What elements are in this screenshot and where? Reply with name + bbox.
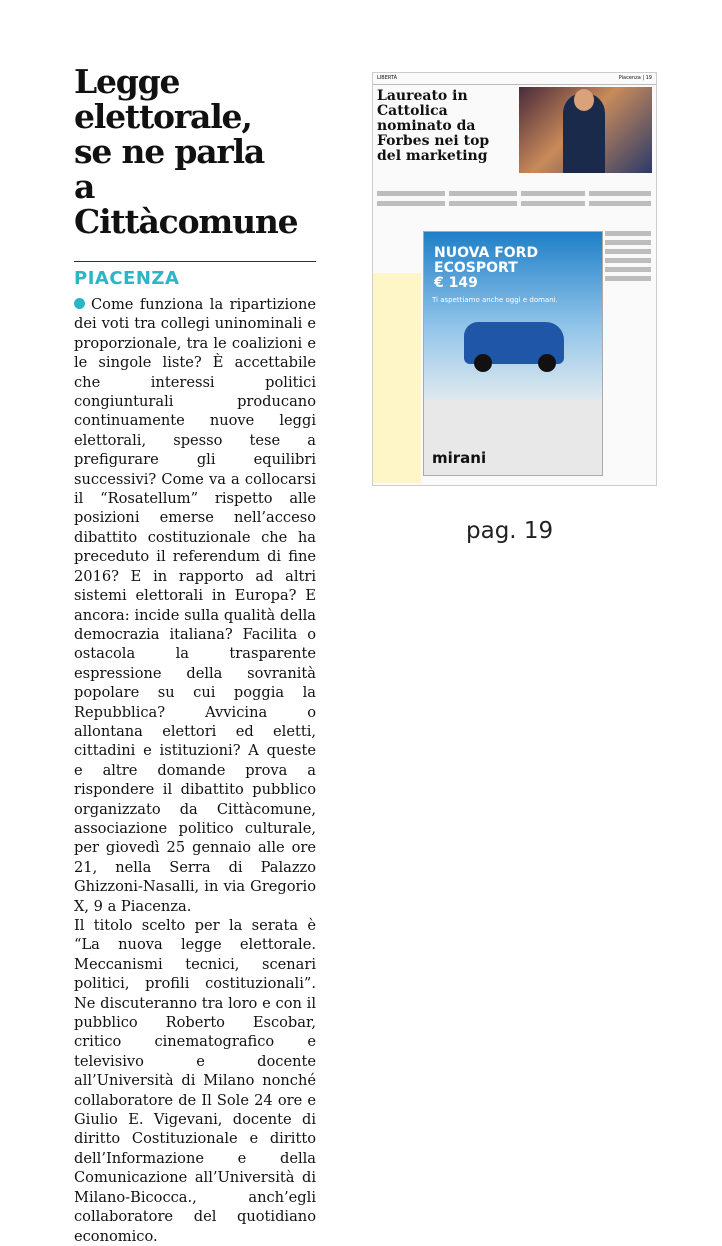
text-line	[377, 191, 445, 196]
ad-brand: mirani	[432, 449, 487, 467]
text-line	[605, 231, 651, 236]
paragraph-1	[74, 295, 316, 916]
ad-title-line: ECOSPORT	[434, 260, 518, 276]
text-line	[589, 191, 651, 196]
wheel-shape	[474, 354, 492, 372]
paragraph-1-text: Come funziona la ripartizione dei voti tra collegi uninominali e proporzionale, tra le coalizioni e le singole liste? È accettabile che interessi politici congiunturali producano continuamente nuove leggi elettorali, spesso tese a prefigurare gli equilibri successivi? Come va a collocarsi il “Rosatellum” rispetto alle posizioni emerse nell’acceso dibattito costituzionale che ha preceduto il referendum di fine 2016? E in rapporto ad altri sistemi elettorali in Europa? E ancora: incide sulla qualità della democrazia italiana? Facilita o ostacola la trasparente espressione della sovranità popolare su cui poggia la Repubblica? Avvicina o allontana elettori ed eletti, cittadini e istituzioni? A queste e altre domande prova a rispondere il dibattito pubblico organizzato da Cittàcomune, associazione politico culturale, per giovedì 25 gennaio alle ore 21, nella Serra di Palazzo Ghizzoni-Nasalli, in via Gregorio X, 9 a Piacenza.	[74, 296, 316, 915]
headline-line: a Cittàcomune	[74, 167, 298, 241]
ad-image	[424, 232, 602, 400]
headline-line: Legge elettorale,	[74, 62, 252, 136]
text-line	[449, 201, 517, 206]
text-line	[605, 240, 651, 245]
page-thumbnail[interactable]	[372, 72, 657, 486]
paragraph-2: Il titolo scelto per la serata è “La nuova legge elettorale. Meccanismi tecnici, scenari politici, profili costituzionali”. Ne discuteranno tra loro e con il pubblico Roberto Escobar, critico cinematografico e televisivo e docente all’Università di Milano nonché collaboratore de Il Sole 24 ore e Giulio E. Vigevani, docente di diritto Costituzionale e diritto dell’Informazione e della Comunicazione all’Università di Milano-Bicocca., anch’egli collaboratore del quotidiano economico.	[74, 917, 316, 1245]
masthead-left: LIBERTÀ	[377, 75, 398, 81]
text-line	[377, 201, 445, 206]
person-head	[574, 89, 594, 111]
divider	[74, 261, 316, 262]
text-line	[521, 191, 585, 196]
text-line	[605, 276, 651, 281]
thumbnail-headline: Laureato in Cattolica nominato da Forbes nei top del marketing	[377, 88, 490, 164]
text-line	[449, 191, 517, 196]
thumbnail-right-column	[605, 231, 653, 285]
thumbnail-ad	[423, 231, 603, 476]
text-line	[605, 258, 651, 263]
section-label: PIACENZA	[74, 268, 180, 289]
thumbnail-photo	[519, 87, 652, 173]
bullet-icon	[74, 298, 85, 309]
text-line	[605, 267, 651, 272]
thumbnail-masthead	[373, 73, 656, 85]
ad-title	[434, 246, 538, 291]
text-line	[589, 201, 651, 206]
text-line	[605, 249, 651, 254]
page-label: pag. 19	[466, 518, 554, 544]
ad-price: € 149	[434, 275, 478, 291]
text-line	[521, 201, 585, 206]
headline	[74, 64, 316, 239]
wheel-shape	[538, 354, 556, 372]
masthead-right: Piacenza | 19	[618, 75, 652, 81]
ad-title-line: NUOVA FORD	[434, 245, 539, 261]
article	[74, 64, 316, 1246]
thumbnail-sidebar	[373, 273, 421, 483]
headline-line: se ne parla	[74, 132, 265, 171]
ad-slogan: Ti aspettiamo anche oggi e domani.	[432, 296, 558, 304]
